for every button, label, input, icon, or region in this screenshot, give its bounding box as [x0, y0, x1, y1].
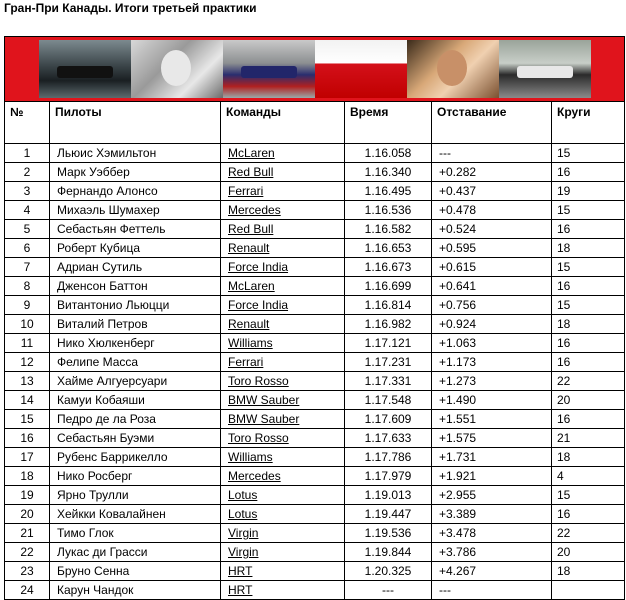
banner-photo-driver [131, 40, 223, 98]
position-cell: 13 [5, 372, 50, 391]
laps-cell: 18 [552, 562, 625, 581]
driver-cell: Камуи Кобаяши [50, 391, 221, 410]
gap-cell: +0.756 [432, 296, 552, 315]
gap-cell: +0.595 [432, 239, 552, 258]
team-cell [221, 410, 345, 429]
gap-cell: +0.524 [432, 220, 552, 239]
driver-cell: Виталий Петров [50, 315, 221, 334]
team-link[interactable]: McLaren [228, 146, 275, 160]
time-cell: 1.16.982 [345, 315, 432, 334]
time-cell: 1.17.633 [345, 429, 432, 448]
driver-cell: Нико Хюлкенберг [50, 334, 221, 353]
position-cell: 1 [5, 144, 50, 163]
gap-cell: --- [432, 581, 552, 600]
gap-cell: +3.389 [432, 505, 552, 524]
driver-cell: Педро де ла Роза [50, 410, 221, 429]
gap-cell: +0.478 [432, 201, 552, 220]
position-cell: 23 [5, 562, 50, 581]
team-cell [221, 429, 345, 448]
gap-cell: +1.273 [432, 372, 552, 391]
table-row [5, 182, 625, 201]
position-cell: 24 [5, 581, 50, 600]
position-cell: 5 [5, 220, 50, 239]
driver-cell: Ярно Трулли [50, 486, 221, 505]
team-cell [221, 163, 345, 182]
table-row [5, 296, 625, 315]
table-row [5, 315, 625, 334]
driver-cell: Себастьян Феттель [50, 220, 221, 239]
time-cell: 1.16.536 [345, 201, 432, 220]
driver-cell: Рубенс Баррикелло [50, 448, 221, 467]
laps-cell: 4 [552, 467, 625, 486]
time-cell: 1.16.673 [345, 258, 432, 277]
laps-cell: 15 [552, 201, 625, 220]
time-cell: 1.16.340 [345, 163, 432, 182]
table-row [5, 391, 625, 410]
team-link[interactable]: Virgin [228, 545, 259, 559]
laps-cell: 20 [552, 391, 625, 410]
team-link[interactable]: Williams [228, 336, 273, 350]
driver-cell: Марк Уэббер [50, 163, 221, 182]
time-cell: 1.19.844 [345, 543, 432, 562]
time-cell: 1.19.013 [345, 486, 432, 505]
team-link[interactable]: HRT [228, 583, 253, 597]
driver-cell: Роберт Кубица [50, 239, 221, 258]
team-link[interactable]: Red Bull [228, 222, 274, 236]
table-row [5, 163, 625, 182]
team-cell [221, 296, 345, 315]
team-cell [221, 391, 345, 410]
header-driver: Пилоты [50, 102, 221, 144]
laps-cell: 18 [552, 239, 625, 258]
laps-cell: 20 [552, 543, 625, 562]
gap-cell: +1.490 [432, 391, 552, 410]
laps-cell: 19 [552, 182, 625, 201]
driver-cell: Лукас ди Грасси [50, 543, 221, 562]
time-cell: 1.17.231 [345, 353, 432, 372]
gap-cell: +4.267 [432, 562, 552, 581]
gap-cell: +1.063 [432, 334, 552, 353]
table-row [5, 201, 625, 220]
laps-cell: 16 [552, 277, 625, 296]
gap-cell: +1.921 [432, 467, 552, 486]
gap-cell: +0.641 [432, 277, 552, 296]
team-cell [221, 277, 345, 296]
table-header-row [5, 102, 625, 144]
time-cell: 1.17.548 [345, 391, 432, 410]
laps-cell: 15 [552, 296, 625, 315]
position-cell: 20 [5, 505, 50, 524]
table-row [5, 258, 625, 277]
team-cell [221, 201, 345, 220]
gap-cell: +3.786 [432, 543, 552, 562]
time-cell: 1.16.495 [345, 182, 432, 201]
table-row [5, 467, 625, 486]
gap-cell: +1.173 [432, 353, 552, 372]
table-row [5, 372, 625, 391]
driver-cell: Хейкки Ковалайнен [50, 505, 221, 524]
banner-photo-redbull [223, 40, 315, 98]
laps-cell: 21 [552, 429, 625, 448]
position-cell: 9 [5, 296, 50, 315]
team-cell [221, 543, 345, 562]
team-cell [221, 524, 345, 543]
gap-cell: +1.551 [432, 410, 552, 429]
position-cell: 14 [5, 391, 50, 410]
driver-cell: Дженсон Баттон [50, 277, 221, 296]
team-cell [221, 182, 345, 201]
driver-cell: Карун Чандок [50, 581, 221, 600]
laps-cell: 16 [552, 163, 625, 182]
team-link[interactable]: Mercedes [228, 203, 281, 217]
time-cell: 1.17.331 [345, 372, 432, 391]
laps-cell: 16 [552, 410, 625, 429]
position-cell: 21 [5, 524, 50, 543]
position-cell: 19 [5, 486, 50, 505]
team-link[interactable]: Force India [228, 260, 289, 274]
driver-cell: Фернандо Алонсо [50, 182, 221, 201]
time-cell: 1.20.325 [345, 562, 432, 581]
table-row [5, 562, 625, 581]
team-link[interactable]: Renault [228, 241, 270, 255]
header-time: Время [345, 102, 432, 144]
laps-cell: 15 [552, 144, 625, 163]
table-row [5, 486, 625, 505]
team-cell [221, 372, 345, 391]
driver-cell: Хайме Алгуерсуари [50, 372, 221, 391]
position-cell: 18 [5, 467, 50, 486]
team-cell [221, 144, 345, 163]
laps-cell: 22 [552, 372, 625, 391]
table-row [5, 220, 625, 239]
team-link[interactable]: Mercedes [228, 469, 281, 483]
position-cell: 10 [5, 315, 50, 334]
team-cell [221, 315, 345, 334]
position-cell: 8 [5, 277, 50, 296]
banner [5, 37, 625, 102]
team-link[interactable]: McLaren [228, 279, 275, 293]
banner-strip [5, 37, 624, 101]
team-link[interactable]: Red Bull [228, 165, 274, 179]
team-cell [221, 448, 345, 467]
gap-cell: +3.478 [432, 524, 552, 543]
table-row [5, 505, 625, 524]
time-cell: 1.19.447 [345, 505, 432, 524]
laps-cell: 16 [552, 505, 625, 524]
team-link[interactable]: Ferrari [228, 355, 264, 369]
team-cell [221, 239, 345, 258]
gap-cell: +2.955 [432, 486, 552, 505]
gap-cell: +0.437 [432, 182, 552, 201]
team-link[interactable]: BMW Sauber [228, 393, 300, 407]
laps-cell: 18 [552, 315, 625, 334]
position-cell: 2 [5, 163, 50, 182]
table-row [5, 239, 625, 258]
position-cell: 7 [5, 258, 50, 277]
gap-cell: +1.575 [432, 429, 552, 448]
driver-cell: Нико Росберг [50, 467, 221, 486]
time-cell: 1.19.536 [345, 524, 432, 543]
results-table [4, 36, 625, 600]
time-cell: 1.17.786 [345, 448, 432, 467]
driver-cell: Тимо Глок [50, 524, 221, 543]
time-cell: 1.17.979 [345, 467, 432, 486]
table-row [5, 429, 625, 448]
team-link[interactable]: Renault [228, 317, 270, 331]
position-cell: 11 [5, 334, 50, 353]
team-link[interactable]: HRT [228, 564, 253, 578]
table-row [5, 543, 625, 562]
gap-cell: +0.282 [432, 163, 552, 182]
team-link[interactable]: Virgin [228, 526, 259, 540]
time-cell: 1.16.058 [345, 144, 432, 163]
team-link[interactable]: Ferrari [228, 184, 264, 198]
table-row [5, 334, 625, 353]
position-cell: 22 [5, 543, 50, 562]
gap-cell: +1.731 [432, 448, 552, 467]
page-title: Гран-При Канады. Итоги третьей практики [4, 1, 257, 15]
position-cell: 17 [5, 448, 50, 467]
time-cell: --- [345, 581, 432, 600]
driver-cell: Адриан Сутиль [50, 258, 221, 277]
time-cell: 1.16.582 [345, 220, 432, 239]
team-link[interactable]: Lotus [228, 507, 258, 521]
position-cell: 4 [5, 201, 50, 220]
laps-cell: 15 [552, 486, 625, 505]
team-link[interactable]: Force India [228, 298, 289, 312]
time-cell: 1.16.653 [345, 239, 432, 258]
laps-cell: 22 [552, 524, 625, 543]
driver-cell: Бруно Сенна [50, 562, 221, 581]
team-cell [221, 353, 345, 372]
driver-cell: Льюис Хэмильтон [50, 144, 221, 163]
header-team: Команды [221, 102, 345, 144]
team-link[interactable]: BMW Sauber [228, 412, 300, 426]
team-link[interactable]: Toro Rosso [228, 431, 289, 445]
team-cell [221, 505, 345, 524]
position-cell: 6 [5, 239, 50, 258]
laps-cell: 18 [552, 448, 625, 467]
driver-cell: Себастьян Буэми [50, 429, 221, 448]
laps-cell: 16 [552, 334, 625, 353]
table-row [5, 524, 625, 543]
team-cell [221, 220, 345, 239]
table-row [5, 277, 625, 296]
driver-cell: Михаэль Шумахер [50, 201, 221, 220]
time-cell: 1.17.609 [345, 410, 432, 429]
laps-cell: 16 [552, 353, 625, 372]
team-cell [221, 562, 345, 581]
table-row [5, 144, 625, 163]
laps-cell: 15 [552, 258, 625, 277]
driver-cell: Фелипе Масса [50, 353, 221, 372]
banner-row [5, 37, 625, 102]
table-row [5, 448, 625, 467]
table-row [5, 410, 625, 429]
position-cell: 16 [5, 429, 50, 448]
banner-photo-ferrari [315, 40, 407, 98]
team-cell [221, 334, 345, 353]
table-row [5, 353, 625, 372]
position-cell: 12 [5, 353, 50, 372]
team-link[interactable]: Toro Rosso [228, 374, 289, 388]
position-cell: 15 [5, 410, 50, 429]
time-cell: 1.16.814 [345, 296, 432, 315]
team-cell [221, 486, 345, 505]
banner-photo-vettel [407, 40, 499, 98]
results-body [5, 144, 625, 600]
driver-cell: Витантонио Льюцци [50, 296, 221, 315]
position-cell: 3 [5, 182, 50, 201]
team-link[interactable]: Williams [228, 450, 273, 464]
time-cell: 1.17.121 [345, 334, 432, 353]
team-cell [221, 258, 345, 277]
gap-cell: +0.924 [432, 315, 552, 334]
laps-cell: 16 [552, 220, 625, 239]
header-num: № [5, 102, 50, 144]
header-gap: Отставание [432, 102, 552, 144]
banner-photo-williams [499, 40, 591, 98]
team-link[interactable]: Lotus [228, 488, 258, 502]
banner-photo-cars [39, 40, 131, 98]
gap-cell: --- [432, 144, 552, 163]
team-cell [221, 467, 345, 486]
gap-cell: +0.615 [432, 258, 552, 277]
time-cell: 1.16.699 [345, 277, 432, 296]
header-laps: Круги [552, 102, 625, 144]
